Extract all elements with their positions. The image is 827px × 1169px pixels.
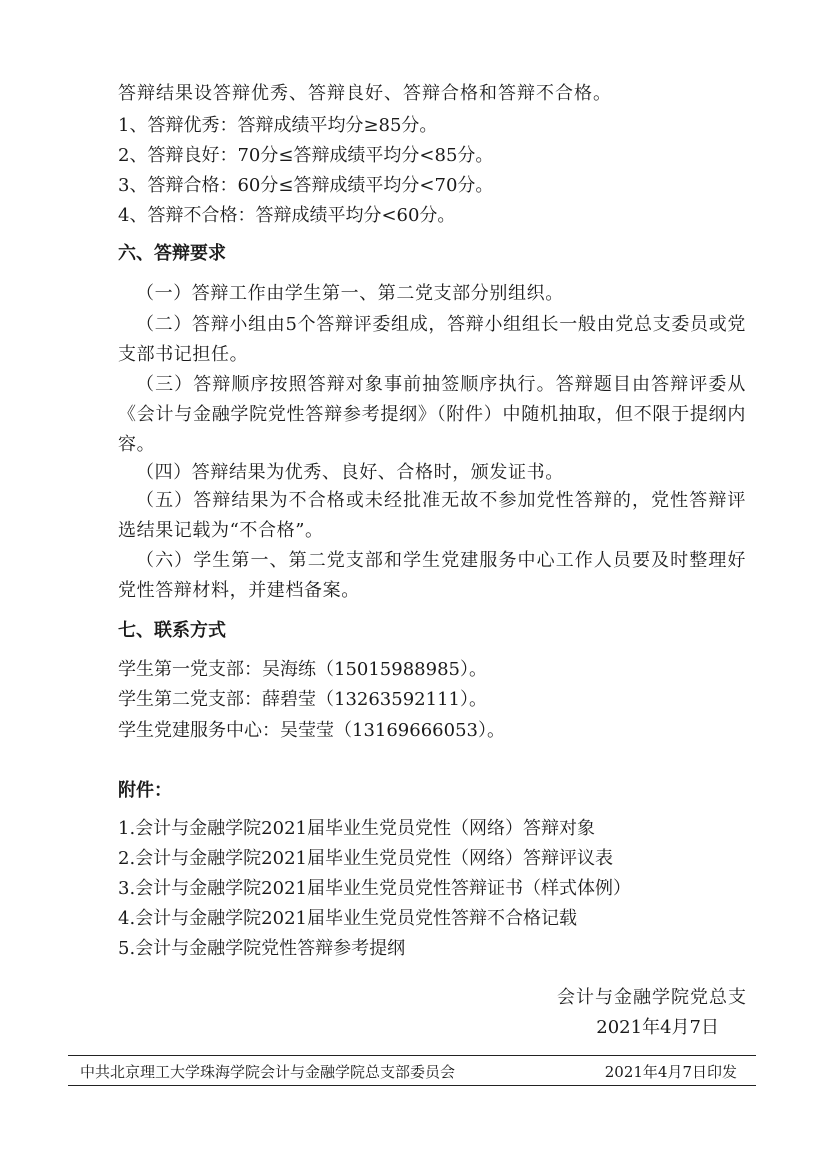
- contact-line: 学生第一党支部：吴海练（15015988985）。: [118, 659, 487, 680]
- contact-line: 学生第二党支部：薛碧莹（13263592111）。: [118, 689, 487, 710]
- attachment-item: 5.会计与金融学院党性答辩参考提纲: [118, 938, 406, 959]
- grading-level: 1、答辩优秀：答辩成绩平均分≥85分。: [118, 115, 438, 136]
- contact-line: 学生党建服务中心：吴莹莹（13169666053）。: [118, 720, 505, 741]
- requirement-item: （五）答辩结果为不合格或未经批准无故不参加党性答辩的，党性答辩评选结果记载为“不合格”。: [118, 490, 746, 541]
- attachment-item: 3.会计与金融学院2021届毕业生党员党性答辩证书（样式体例）: [118, 878, 631, 899]
- requirement-item: （六）学生第一、第二党支部和学生党建服务中心工作人员要及时整理好党性答辩材料，并建档备案。: [118, 550, 746, 601]
- grading-level: 4、答辩不合格：答辩成绩平均分<60分。: [118, 205, 456, 226]
- grading-level: 2、答辩良好：70分≤答辩成绩平均分<85分。: [118, 145, 494, 166]
- grading-intro: 答辩结果设答辩优秀、答辩良好、答辩合格和答辩不合格。: [118, 83, 612, 104]
- section-heading: 七、联系方式: [118, 620, 226, 641]
- signature-date: 2021年4月7日: [596, 1017, 719, 1038]
- footer-rule-top: [68, 1055, 756, 1056]
- attachment-item: 1.会计与金融学院2021届毕业生党员党性（网络）答辩对象: [118, 818, 595, 839]
- signature-org: 会计与金融学院党总支: [557, 987, 747, 1008]
- attachments-heading: 附件：: [118, 780, 172, 801]
- requirement-item: （二）答辩小组由5个答辩评委组成，答辩小组组长一般由党总支委员或党支部书记担任。: [118, 314, 746, 365]
- footer-issuer: 中共北京理工大学珠海学院会计与金融学院总支部委员会: [80, 1063, 456, 1081]
- requirement-item: （一）答辩工作由学生第一、第二党支部分别组织。: [136, 283, 564, 304]
- section-heading: 六、答辩要求: [118, 243, 226, 264]
- footer-rule-bottom: [68, 1085, 756, 1086]
- grading-level: 3、答辩合格：60分≤答辩成绩平均分<70分。: [118, 175, 494, 196]
- attachment-item: 4.会计与金融学院2021届毕业生党员党性答辩不合格记载: [118, 908, 577, 929]
- requirement-item: （三）答辩顺序按照答辩对象事前抽签顺序执行。答辩题目由答辩评委从《会计与金融学院党性答辩参考提纲》（附件）中随机抽取，但不限于提纲内容。: [118, 374, 746, 455]
- attachment-item: 2.会计与金融学院2021届毕业生党员党性（网络）答辩评议表: [118, 848, 613, 869]
- requirement-item: （四）答辩结果为优秀、良好、合格时，颁发证书。: [136, 462, 564, 483]
- footer-print-date: 2021年4月7日印发: [604, 1063, 737, 1081]
